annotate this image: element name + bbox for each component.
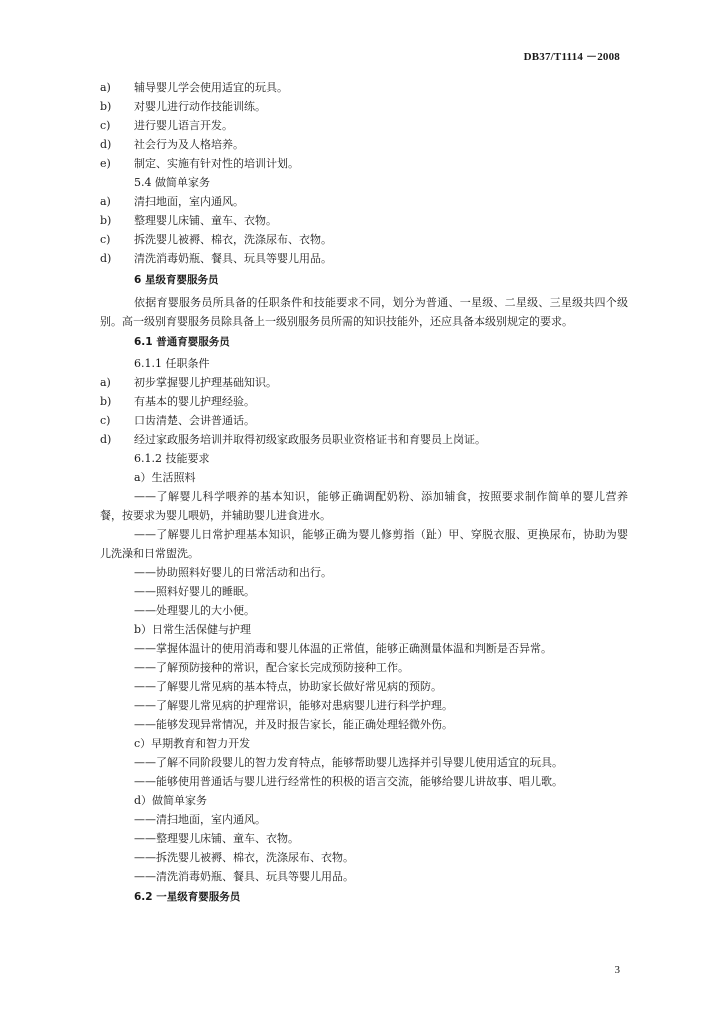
section-heading-6-2: 6.2 一星级育婴服务员 xyxy=(134,891,241,903)
list-item: c) 拆洗婴儿被褥、棉衣，洗涤尿布、衣物。 xyxy=(100,233,332,246)
dash-item: ——能够发现异常情况，并及时报告家长，能正确处理轻微外伤。 xyxy=(134,718,453,731)
document-id: DB37/T1114 －2008 xyxy=(523,51,620,63)
category-title-b: b）日常生活保健与护理 xyxy=(134,623,252,636)
page-content xyxy=(100,78,628,909)
list-item: b) 对婴儿进行动作技能训练。 xyxy=(100,100,266,113)
dash-item: ——清洗消毒奶瓶、餐具、玩具等婴儿用品。 xyxy=(134,870,354,883)
section-title-6-1-2: 6.1.2 技能要求 xyxy=(134,452,210,465)
list-item: a) 辅导婴儿学会使用适宜的玩具。 xyxy=(100,81,288,94)
dash-item: ——了解不同阶段婴儿的智力发育特点，能够帮助婴儿选择并引导婴儿使用适宜的玩具。 xyxy=(134,756,563,769)
dash-item: ——清扫地面，室内通风。 xyxy=(134,813,266,826)
dash-item: ——了解婴儿科学喂养的基本知识，能够正确调配奶粉、添加辅食，按照要求制作简单的婴儿营养餐，按要求为婴儿喂奶，并辅助婴儿进食进水。 xyxy=(100,490,628,522)
dash-item: ——了解预防接种的常识，配合家长完成预防接种工作。 xyxy=(134,661,409,674)
dash-item: ——拆洗婴儿被褥、棉衣，洗涤尿布、衣物。 xyxy=(134,851,354,864)
dash-item: ——能够使用普通话与婴儿进行经常性的积极的语言交流，能够给婴儿讲故事、唱儿歌。 xyxy=(134,775,563,788)
dash-item: ——处理婴儿的大小便。 xyxy=(134,604,255,617)
list-item: d) 经过家政服务培训并取得初级家政服务员职业资格证书和育婴员上岗证。 xyxy=(100,433,486,446)
category-title-c: c）早期教育和智力开发 xyxy=(134,737,251,750)
section-6-paragraph: 依据育婴服务员所具备的任职条件和技能要求不同，划分为普通、一星级、二星级、三星级共四个级别。高一级别育婴服务员除具备上一级别服务员所需的知识技能外，还应具备本级别规定的要求。 xyxy=(100,296,628,328)
dash-item: ——了解婴儿日常护理基本知识，能够正确为婴儿修剪指（趾）甲、穿脱衣服、更换尿布，协助为婴儿洗澡和日常盥洗。 xyxy=(100,528,628,560)
list-item: a) 初步掌握婴儿护理基础知识。 xyxy=(100,376,277,389)
list-item: b) 整理婴儿床铺、童车、衣物。 xyxy=(100,214,277,227)
section-title-5-4: 5.4 做简单家务 xyxy=(134,176,210,189)
dash-item: ——整理婴儿床铺、童车、衣物。 xyxy=(134,832,299,845)
list-item: a) 清扫地面，室内通风。 xyxy=(100,195,244,208)
list-item: e) 制定、实施有针对性的培训计划。 xyxy=(100,157,299,170)
dash-item: ——协助照料好婴儿的日常活动和出行。 xyxy=(134,566,332,579)
section-title-6-1-1: 6.1.1 任职条件 xyxy=(134,357,210,370)
dash-item: ——了解婴儿常见病的护理常识，能够对患病婴儿进行科学护理。 xyxy=(134,699,453,712)
list-item: b) 有基本的婴儿护理经验。 xyxy=(100,395,255,408)
section-heading-6: 6 星级育婴服务员 xyxy=(134,274,219,286)
page-number: 3 xyxy=(614,964,620,976)
list-item: c) 口齿清楚、会讲普通话。 xyxy=(100,414,255,427)
section-heading-6-1: 6.1 普通育婴服务员 xyxy=(134,336,230,348)
dash-item: ——照料好婴儿的睡眠。 xyxy=(134,585,255,598)
list-item: c) 进行婴儿语言开发。 xyxy=(100,119,233,132)
dash-item: ——了解婴儿常见病的基本特点，协助家长做好常见病的预防。 xyxy=(134,680,442,693)
list-item: d) 社会行为及人格培养。 xyxy=(100,138,244,151)
list-item: d) 清洗消毒奶瓶、餐具、玩具等婴儿用品。 xyxy=(100,252,332,265)
dash-item: ——掌握体温计的使用消毒和婴儿体温的正常值，能够正确测量体温和判断是否异常。 xyxy=(134,642,552,655)
category-title-d: d）做简单家务 xyxy=(134,794,208,807)
category-title-a: a）生活照料 xyxy=(134,471,196,484)
